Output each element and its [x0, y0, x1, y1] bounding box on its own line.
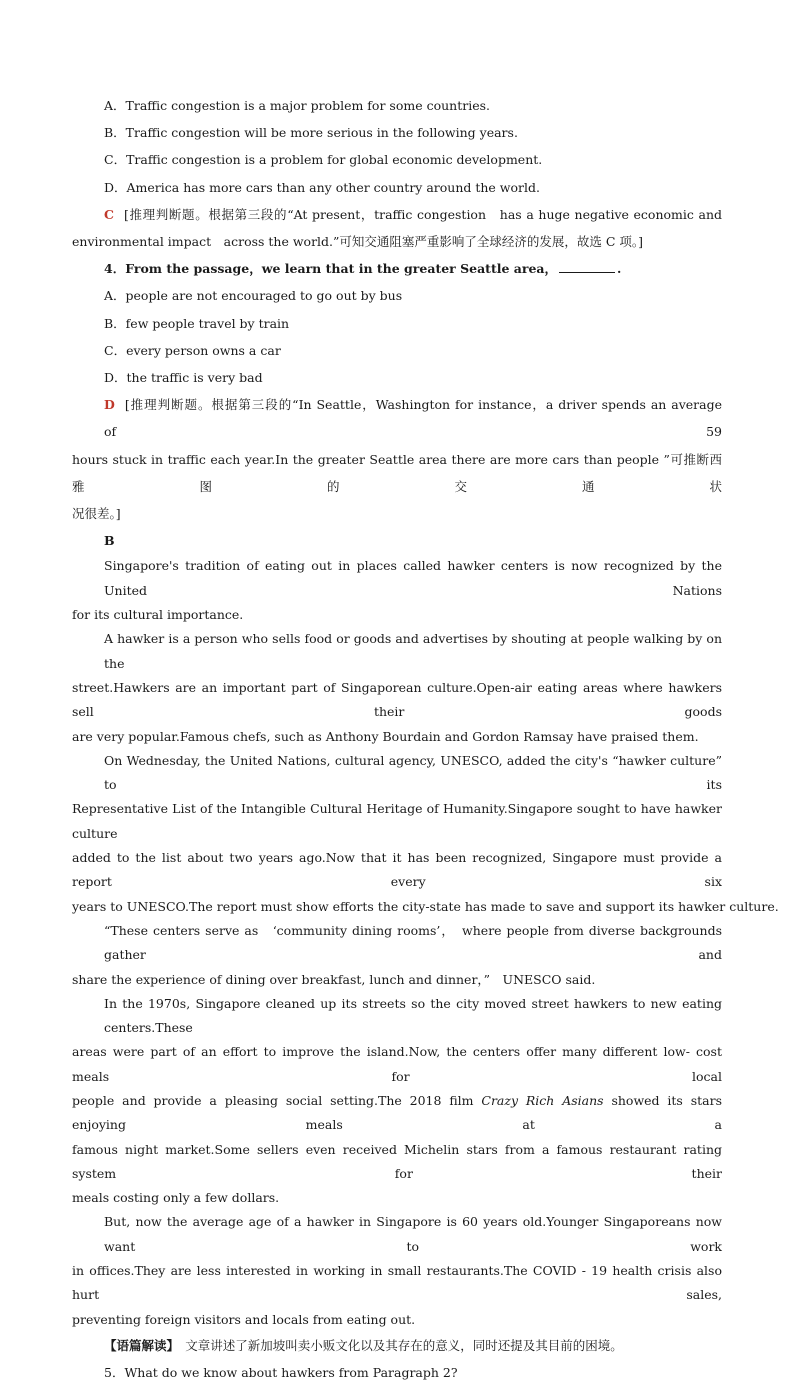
- q4-option-d: D．the traffic is very bad: [104, 370, 263, 386]
- passage-paragraph-3: On Wednesday, the United Nations, cultural agency, UNESCO, added the city's “hawker culture” to its Representative List of the Intangible Cultural Heritage of Humanity.Singapore sought to have hawker culture added to the list about two years ago.Now that it has been recognized, Singapore must provide a report every six years to UNESCO.The report must show efforts the city-state has made to save and support its hawker culture.: [72, 752, 779, 914]
- q4-option-c: C．every person owns a car: [104, 342, 281, 358]
- q3-answer-explanation: [72, 201, 722, 255]
- passage-paragraph-6: But, now the average age of a hawker in Singapore is 60 years old.Younger Singaporeans now want to work in offices.They are less interested in working in small restaurants.The COVID - 19 health crisis also hurt sales, preventing foreign visitors and locals from eating out.: [72, 1214, 722, 1327]
- q3-option-c: C．Traffic congestion is a problem for global economic development.: [104, 152, 543, 168]
- q4-option-a: A．people are not encouraged to go out by bus: [104, 288, 403, 304]
- section-letter: B: [104, 533, 115, 549]
- q3-explanation-line1: [推理判断题。根据第三段的“At present，traffic congestion has a huge negative economic and: [123, 206, 722, 222]
- analysis-label: 【语篇解读】: [104, 1337, 173, 1353]
- q4-option-b: B．few people travel by train: [104, 315, 290, 331]
- q4-explanation-line1: [推理判断题。根据第三段的“In Seattle，Washington for instance，a driver spends an average of 59: [104, 397, 735, 440]
- q4: [72, 255, 722, 391]
- document-page: [72, 92, 779, 1386]
- q3-option-b: B．Traffic congestion will be more serious in the following years.: [104, 125, 518, 141]
- discourse-analysis: [72, 1332, 722, 1359]
- passage-paragraph-2: A hawker is a person who sells food or goods and advertises by shouting at people walking by on the street.Hawkers are an important part of Singaporean culture.Open-air eating areas where hawkers sell their goods are very popular.Famous chefs, such as Anthony Bourdain and Gordon Ramsay have praised them.: [72, 631, 722, 744]
- passage-paragraph-1: Singapore's tradition of eating out in places called hawker centers is now recognized by the United Nations for its cultural importance.: [72, 558, 722, 623]
- answer-blank: [559, 260, 615, 273]
- film-title: Crazy Rich Asians: [481, 1092, 604, 1108]
- q4-explanation-line3: 况很差。]: [72, 506, 121, 522]
- passage-paragraph-4: “These centers serve as ‘community dining rooms’， where people from diverse backgrounds gather and share the experience of dining over breakfast, lunch and dinner，” UNESCO said.: [72, 922, 722, 987]
- q3-option-d: D．America has more cars than any other country around the world.: [104, 179, 540, 195]
- q3-explanation-line2: environmental impact across the world.”可知交通阻塞严重影响了全球经济的发展，故选 C 项。]: [72, 234, 644, 250]
- q4-stem: 4．From the passage，we learn that in the greater Seattle area， .: [104, 261, 622, 277]
- q4-explanation-line2: hours stuck in traffic each year.In the greater Seattle area there are more cars than people ”可推断西雅图的交通状: [72, 451, 722, 494]
- q3-options: [72, 92, 722, 201]
- passage-paragraph-5: In the 1970s, Singapore cleaned up its streets so the city moved street hawkers to new eating centers.These areas were part of an effort to improve the island.Now, the centers offer many different low- cost meals for local people and provide a pleasing social setting.The 2018 film Crazy Rich Asians showed its stars enjoying meals at a famous night market.Some sellers even received Michelin stars from a famous restaurant rating system for their meals costing only a few dollars.: [72, 995, 722, 1206]
- q3-answer-letter: C: [104, 206, 114, 222]
- q4-answer-letter: D: [104, 397, 115, 413]
- analysis-text: 文章讲述了新加坡叫卖小贩文化以及其存在的意义，同时还提及其目前的困境。: [185, 1337, 623, 1353]
- q3-option-a: A．Traffic congestion is a major problem for some countries.: [104, 98, 490, 113]
- q5-stem: 5．What do we know about hawkers from Paragraph 2?: [104, 1365, 458, 1381]
- q4-answer-explanation: [72, 391, 735, 527]
